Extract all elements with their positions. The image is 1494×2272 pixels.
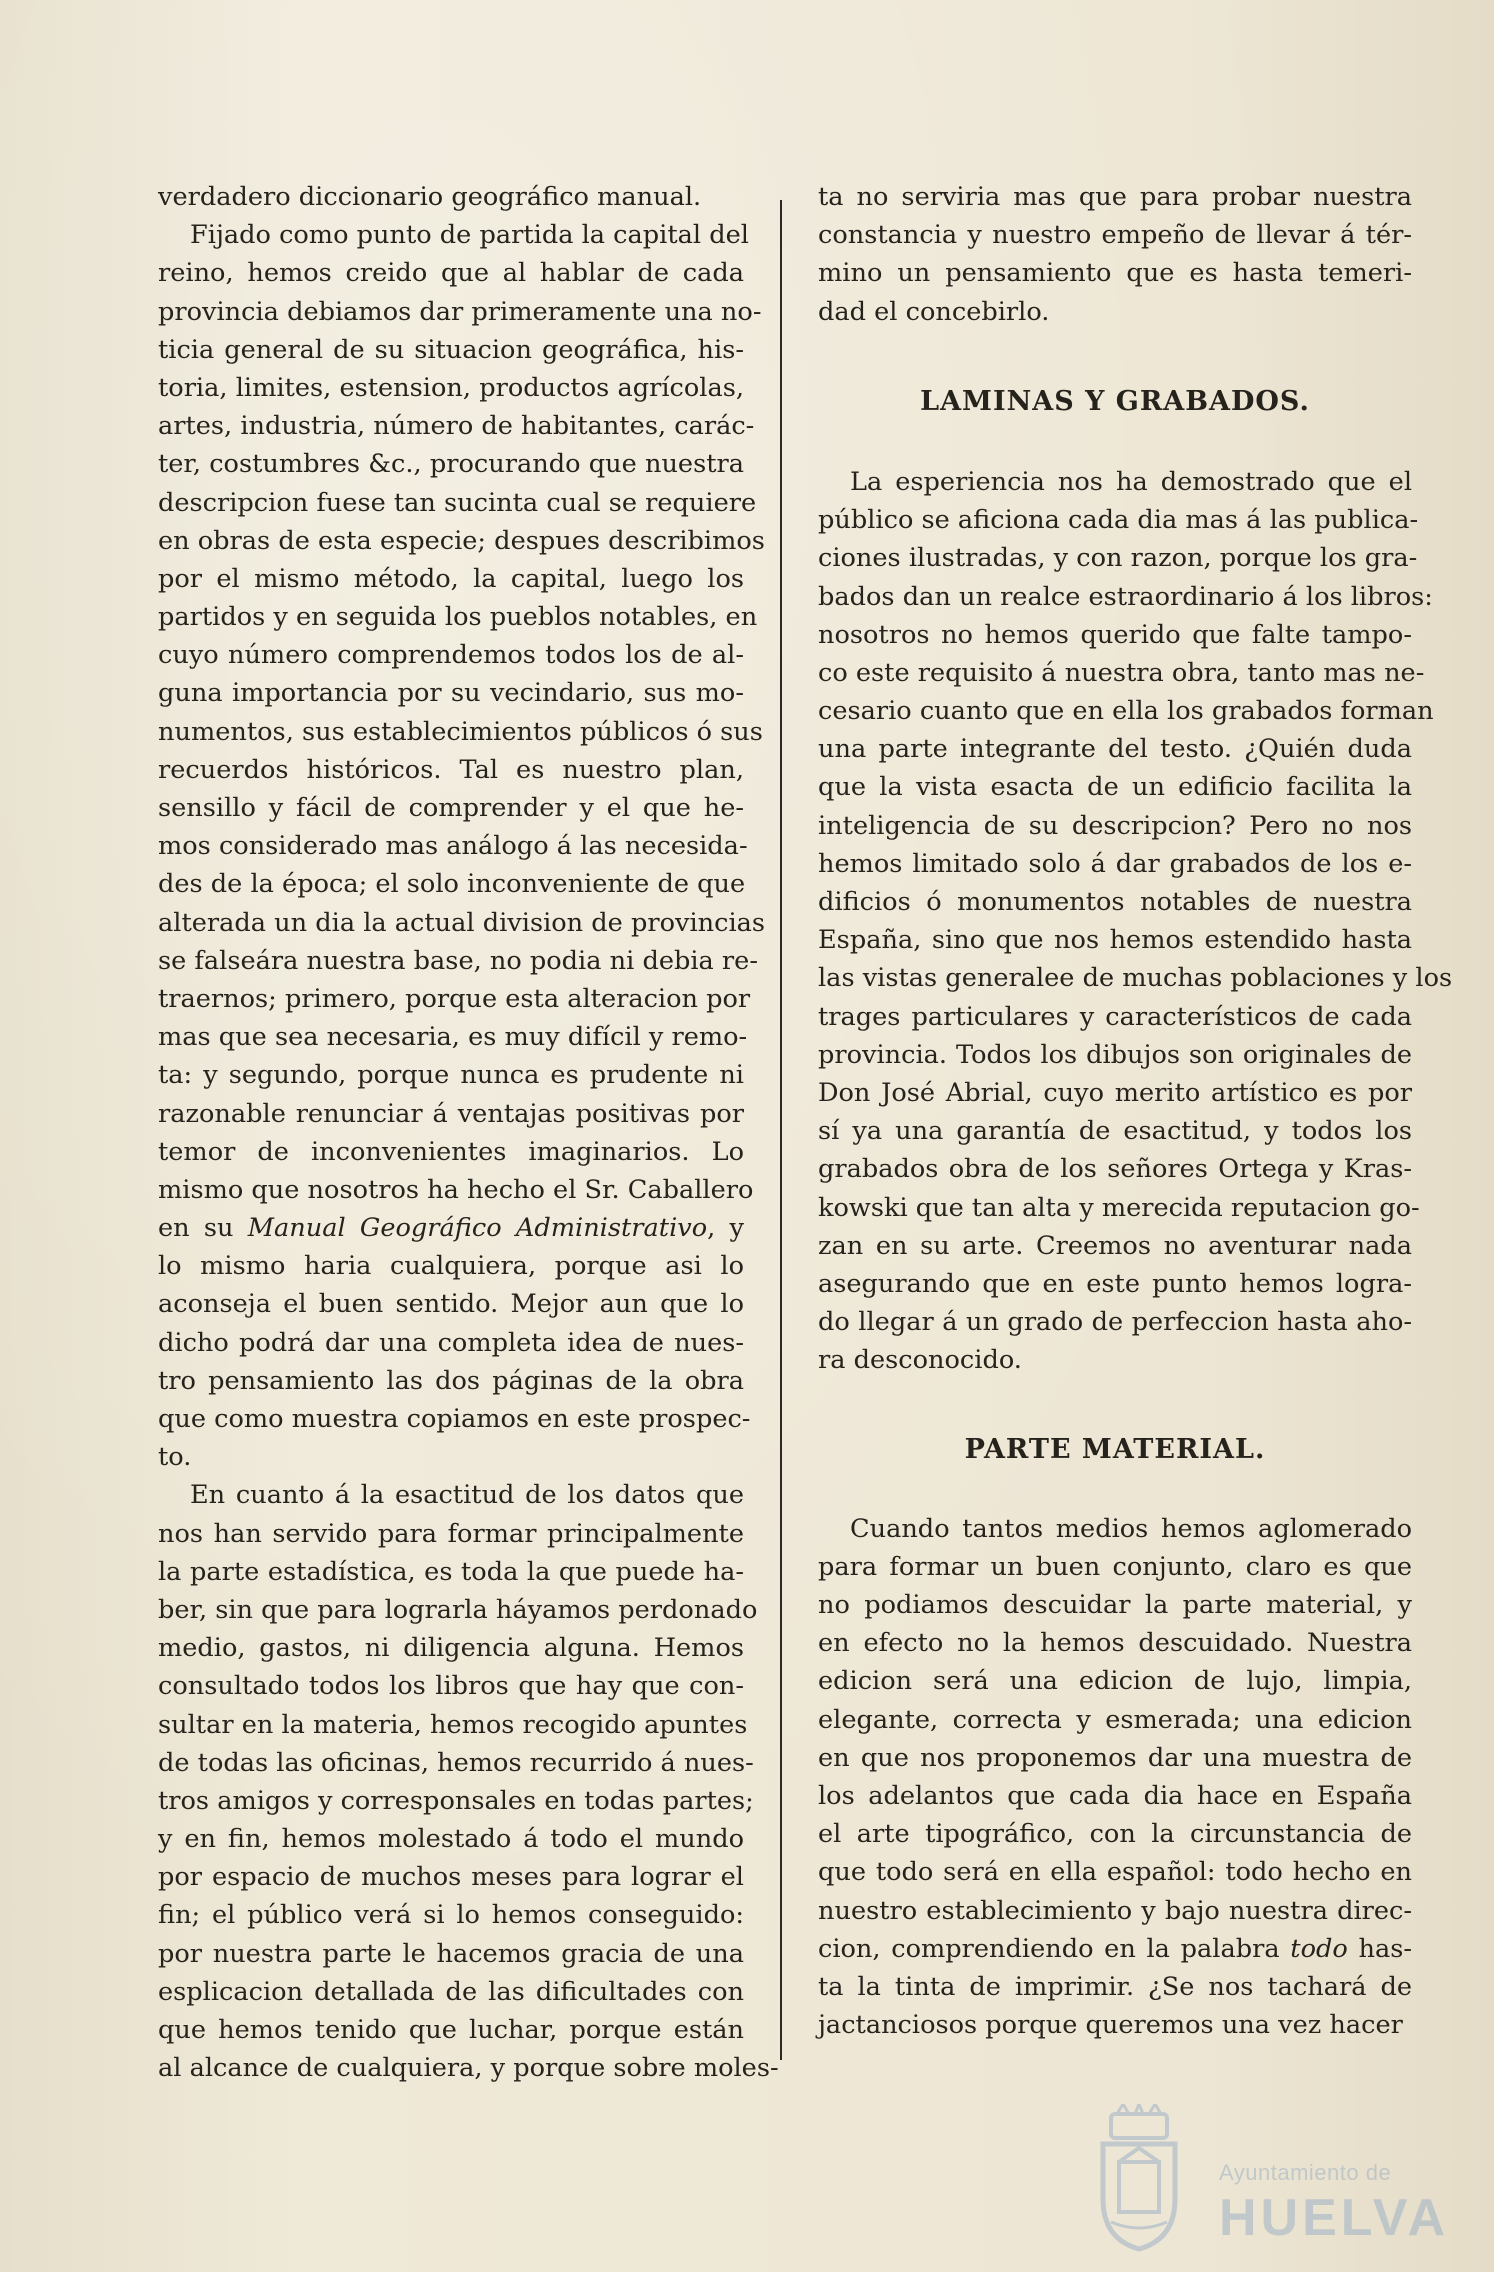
watermark-title: HUELVA bbox=[1219, 2189, 1450, 2247]
text-line: que como muestra copiamos en este prospec- bbox=[158, 1404, 751, 1434]
text-line: ra desconocido. bbox=[818, 1345, 1022, 1376]
text-line: nosotros no hemos querido que falte tampo- bbox=[818, 619, 1412, 650]
text-line: provincia debiamos dar primeramente una no- bbox=[158, 296, 762, 327]
text-line: traernos; primero, porque esta alteracion por bbox=[158, 983, 751, 1014]
text-line: cesario cuanto que en ella los grabados forman bbox=[818, 696, 1434, 727]
text-line: ta: y segundo, porque nunca es prudente ni bbox=[158, 1060, 744, 1091]
text-line: en su Manual Geográfico Administrativo, y bbox=[158, 1213, 744, 1244]
text-line: to. bbox=[158, 1442, 192, 1473]
text-line: cuyo número comprendemos todos los de al- bbox=[158, 640, 744, 671]
text-line: los adelantos que cada dia hace en España bbox=[818, 1780, 1412, 1811]
text-line: tros amigos y corresponsales en todas partes; bbox=[158, 1785, 754, 1816]
text-line: público se aficiona cada dia mas á las publica- bbox=[818, 505, 1419, 536]
text-line: artes, industria, número de habitantes, carác- bbox=[158, 411, 755, 442]
text-line: constancia y nuestro empeño de llevar á tér- bbox=[818, 220, 1412, 251]
column-divider bbox=[780, 200, 782, 2060]
text-line: des de la época; el solo inconveniente de que bbox=[158, 869, 746, 900]
text-line: mino un pensamiento que es hasta temeri- bbox=[818, 258, 1412, 289]
text-line: ta no serviria mas que para probar nuestra bbox=[818, 182, 1412, 212]
text-line: jactanciosos porque queremos una vez hacer bbox=[818, 2010, 1403, 2041]
text-line: ta la tinta de imprimir. ¿Se nos tachará de bbox=[818, 1971, 1412, 2002]
text-line: mas que sea necesaria, es muy difícil y remo- bbox=[158, 1022, 748, 1053]
text-line: consultado todos los libros que hay que con- bbox=[158, 1671, 744, 1702]
text-line: por nuestra parte le hacemos gracia de una bbox=[158, 1938, 744, 1969]
text-line: reino, hemos creido que al hablar de cada bbox=[158, 258, 744, 289]
text-line: dad el concebirlo. bbox=[818, 296, 1050, 327]
text-line: verdadero diccionario geográfico manual. bbox=[158, 182, 702, 212]
text-line: bados dan un realce estraordinario á los libros: bbox=[818, 581, 1433, 612]
text-line: razonable renunciar á ventajas positivas por bbox=[158, 1098, 744, 1129]
text-line: en efecto no la hemos descuidado. Nuestra bbox=[818, 1628, 1412, 1659]
text-line: zan en su arte. Creemos no aventurar nada bbox=[818, 1230, 1412, 1261]
text-line: dificios ó monumentos notables de nuestra bbox=[818, 887, 1412, 918]
text-line: fin; el público verá si lo hemos conseguido: bbox=[158, 1900, 744, 1931]
text-line: tro pensamiento las dos páginas de la obra bbox=[158, 1365, 744, 1396]
text-line: la parte estadística, es toda la que puede ha- bbox=[158, 1556, 744, 1587]
text-line: partidos y en seguida los pueblos notables, en bbox=[158, 602, 758, 633]
text-line: Don José Abrial, cuyo merito artístico es por bbox=[818, 1077, 1412, 1108]
text-line: no podiamos descuidar la parte material, y bbox=[818, 1590, 1412, 1621]
text-line: elegante, correcta y esmerada; una edicion bbox=[818, 1704, 1412, 1735]
text-line: una parte integrante del testo. ¿Quién duda bbox=[818, 734, 1412, 765]
text-line: sí ya una garantía de esactitud, y todos los bbox=[818, 1116, 1412, 1147]
text-line: inteligencia de su descripcion? Pero no nos bbox=[818, 810, 1412, 841]
text-line: por el mismo método, la capital, luego los bbox=[158, 563, 744, 594]
text-line: La esperiencia nos ha demostrado que el bbox=[850, 466, 1412, 497]
text-line: kowski que tan alta y merecida reputacion go- bbox=[818, 1192, 1420, 1223]
text-line: para formar un buen conjunto, claro es que bbox=[818, 1551, 1412, 1582]
watermark-subtitle: Ayuntamiento de bbox=[1219, 2160, 1392, 2185]
text-line: ter, costumbres &c., procurando que nuestra bbox=[158, 449, 744, 480]
text-line: nos han servido para formar principalmente bbox=[158, 1518, 744, 1549]
watermark-logo bbox=[1083, 2104, 1450, 2264]
text-line: ciones ilustradas, y con razon, porque los gra- bbox=[818, 543, 1418, 574]
section-heading-laminas: LAMINAS Y GRABADOS. bbox=[920, 385, 1310, 417]
text-line: cion, comprendiendo en la palabra todo has- bbox=[818, 1933, 1412, 1964]
right-intro-paragraph bbox=[818, 178, 1412, 331]
city-shield-icon bbox=[1083, 2104, 1195, 2254]
text-line: grabados obra de los señores Ortega y Kras- bbox=[818, 1154, 1412, 1185]
text-line: esplicacion detallada de las dificultades con bbox=[158, 1976, 744, 2007]
text-line: Cuando tantos medios hemos aglomerado bbox=[850, 1513, 1412, 1544]
text-line: do llegar á un grado de perfeccion hasta aho- bbox=[818, 1307, 1412, 1338]
text-line: alterada un dia la actual division de provincias bbox=[158, 907, 766, 938]
text-line: España, sino que nos hemos estendido hasta bbox=[818, 925, 1412, 956]
text-line: lo mismo haria cualquiera, porque asi lo bbox=[158, 1251, 744, 1282]
text-line: toria, limites, estension, productos agrícolas, bbox=[158, 372, 744, 403]
text-line: en que nos proponemos dar una muestra de bbox=[818, 1742, 1412, 1773]
text-line: temor de inconvenientes imaginarios. Lo bbox=[158, 1136, 744, 1167]
right-column bbox=[818, 178, 1453, 2044]
text-line: En cuanto á la esactitud de los datos que bbox=[190, 1480, 744, 1511]
text-line: medio, gastos, ni diligencia alguna. Hemos bbox=[158, 1633, 744, 1664]
text-line: numentos, sus establecimientos públicos ó sus bbox=[158, 716, 763, 747]
text-line: co este requisito á nuestra obra, tanto mas ne- bbox=[818, 657, 1425, 688]
text-line: el arte tipográfico, con la circunstancia de bbox=[818, 1819, 1412, 1850]
text-line: edicion será una edicion de lujo, limpia, bbox=[818, 1666, 1412, 1697]
text-line: de todas las oficinas, hemos recurrido á nues- bbox=[158, 1747, 754, 1778]
text-line: Fijado como punto de partida la capital del bbox=[190, 220, 749, 251]
section-heading-parte-material: PARTE MATERIAL. bbox=[964, 1434, 1266, 1466]
text-line: ticia general de su situacion geográfica, his- bbox=[158, 334, 744, 365]
text-line: en obras de esta especie; despues describimos bbox=[158, 525, 765, 556]
text-line: las vistas generalee de muchas poblaciones y los bbox=[818, 963, 1453, 994]
text-line: recuerdos históricos. Tal es nuestro plan, bbox=[158, 754, 744, 785]
text-line: por espacio de muchos meses para lograr el bbox=[158, 1862, 744, 1893]
section-parte-material-body bbox=[818, 1510, 1412, 2045]
text-line: sensillo y fácil de comprender y el que he- bbox=[158, 793, 744, 823]
text-line: mismo que nosotros ha hecho el Sr. Caballero bbox=[158, 1174, 754, 1205]
text-line: asegurando que en este punto hemos logra- bbox=[818, 1268, 1412, 1299]
text-line: provincia. Todos los dibujos son originales de bbox=[818, 1039, 1412, 1070]
text-line: dicho podrá dar una completa idea de nues- bbox=[158, 1327, 744, 1358]
section-laminas-body bbox=[818, 463, 1453, 1380]
text-line: aconseja el buen sentido. Mejor aun que lo bbox=[158, 1289, 744, 1320]
text-line: que todo será en ella español: todo hecho en bbox=[818, 1857, 1412, 1888]
text-line: ber, sin que para lograrla háyamos perdonado bbox=[158, 1594, 758, 1625]
text-line: que hemos tenido que luchar, porque están bbox=[158, 2015, 744, 2045]
text-line: hemos limitado solo á dar grabados de los e- bbox=[818, 848, 1412, 879]
text-line: que la vista esacta de un edificio facilita la bbox=[818, 772, 1412, 803]
text-line: se falseára nuestra base, no podia ni debia re- bbox=[158, 945, 758, 976]
text-line: al alcance de cualquiera, y porque sobre moles- bbox=[158, 2053, 779, 2084]
text-line: sultar en la materia, hemos recogido apuntes bbox=[158, 1709, 748, 1740]
left-column bbox=[158, 178, 779, 2087]
text-line: y en fin, hemos molestado á todo el mundo bbox=[158, 1824, 744, 1855]
text-line: trages particulares y característicos de cada bbox=[818, 1001, 1412, 1032]
text-line: descripcion fuese tan sucinta cual se requiere bbox=[158, 487, 757, 518]
text-line: mos considerado mas análogo á las necesida- bbox=[158, 831, 748, 862]
text-line: guna importancia por su vecindario, sus mo- bbox=[158, 678, 744, 709]
text-line: nuestro establecimiento y bajo nuestra direc- bbox=[818, 1895, 1412, 1926]
